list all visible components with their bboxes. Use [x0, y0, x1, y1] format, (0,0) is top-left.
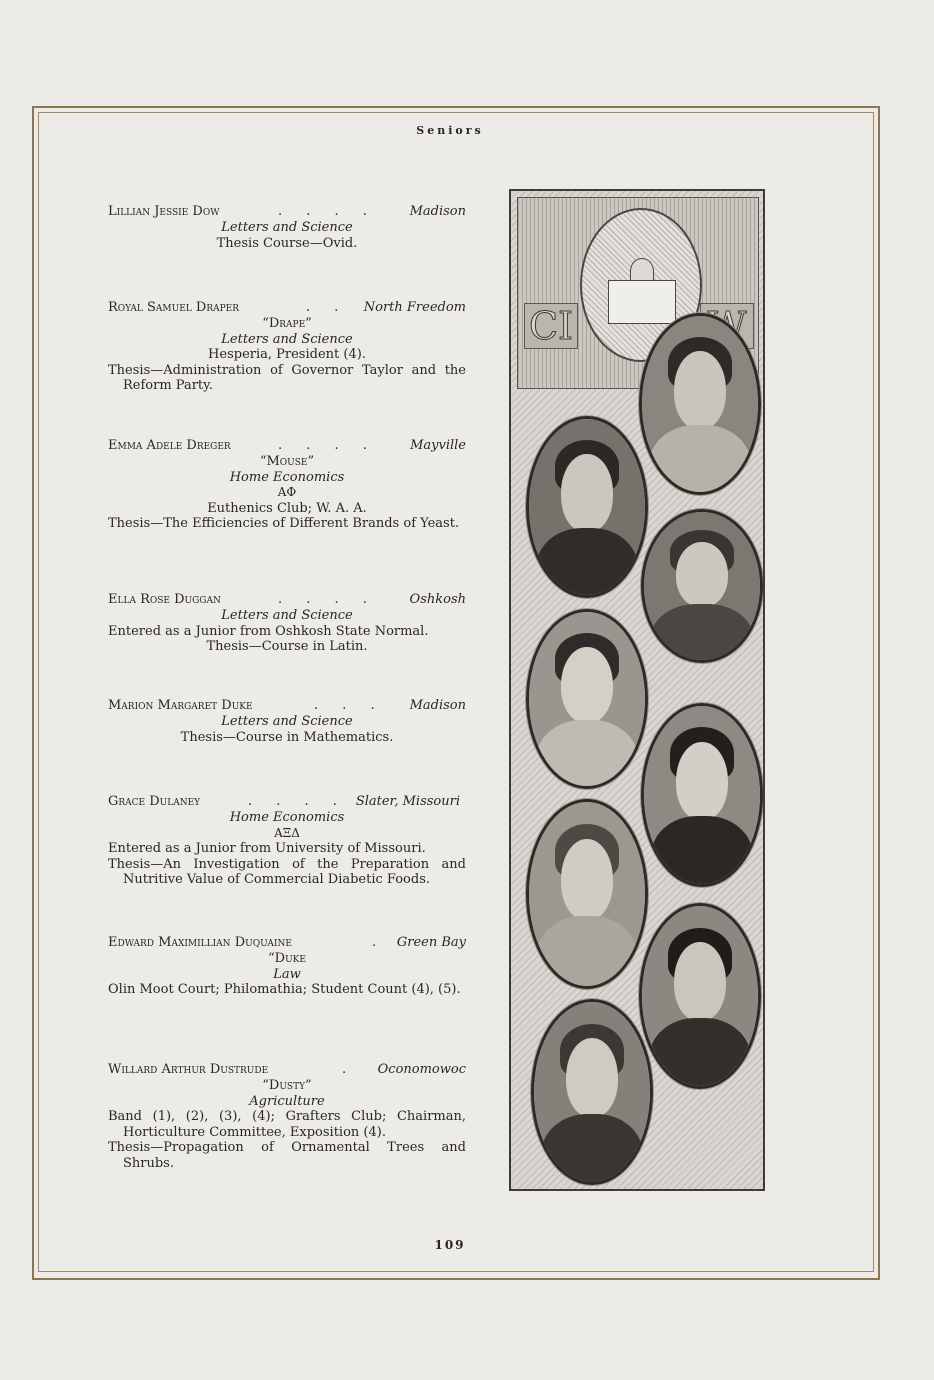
portrait-panel: [509, 189, 765, 1191]
hometown: North Freedom: [363, 300, 466, 315]
college: Agriculture: [249, 1093, 325, 1109]
leader-dots: .: [372, 935, 387, 950]
senior-entry: [108, 300, 466, 394]
college: Law: [273, 966, 301, 982]
college: Home Economics: [229, 810, 345, 825]
portrait-photo: [526, 799, 648, 989]
monogram-left: CI: [524, 303, 578, 349]
nickname: “Drape”: [262, 316, 312, 331]
leader-dots: . . . .: [278, 438, 377, 453]
senior-entry: [108, 1062, 466, 1171]
leader-dots: . . . .: [278, 204, 377, 219]
senior-name: Marion Margaret Duke: [108, 698, 253, 713]
senior-entry: [108, 794, 466, 888]
thesis: Thesis—Course in Mathematics.: [180, 729, 394, 745]
hometown: Oshkosh: [409, 592, 466, 607]
portrait-photo: [526, 609, 648, 789]
page-number: 109: [434, 1238, 466, 1252]
activities: Thesis Course—Ovid.: [216, 235, 358, 251]
activities: Entered as a Junior from Oshkosh State Normal.: [108, 623, 429, 639]
college: Letters and Science: [221, 608, 353, 623]
activities: Olin Moot Court; Philomathia; Student Count (4), (5).: [108, 982, 461, 997]
senior-name: Edward Maximillian Duquaine: [108, 935, 292, 950]
nickname: “Mouse”: [259, 454, 315, 469]
portrait-photo: [526, 416, 648, 598]
senior-name: Lillian Jessie Dow: [108, 204, 220, 219]
leader-dots: . . .: [314, 698, 385, 713]
college: Letters and Science: [221, 220, 353, 235]
activities: Hesperia, President (4).: [208, 347, 366, 362]
activities: Entered as a Junior from University of Missouri.: [108, 841, 426, 856]
senior-name: Willard Arthur Dustrude: [108, 1062, 269, 1077]
hometown: Madison: [409, 698, 466, 713]
senior-entry: [108, 698, 466, 745]
senior-name: Royal Samuel Draper: [108, 300, 240, 315]
leader-dots: . . . .: [248, 794, 347, 809]
fraternity-letters: AΦ: [277, 485, 297, 499]
portrait-photo: [641, 509, 763, 663]
senior-name: Ella Rose Duggan: [108, 592, 221, 607]
running-head: Seniors: [416, 124, 484, 137]
portrait-photo: [641, 703, 763, 887]
leader-dots: .: [342, 1062, 357, 1077]
portrait-photo: [639, 903, 761, 1089]
fraternity-letters: AΞΔ: [274, 825, 300, 840]
senior-name: Grace Dulaney: [108, 794, 201, 809]
leader-dots: . . . .: [278, 592, 377, 607]
hometown: Mayville: [410, 438, 466, 453]
thesis: Thesis—Course in Latin.: [206, 639, 368, 654]
activities: Euthenics Club; W. A. A.: [207, 500, 367, 516]
leader-dots: . .: [306, 300, 349, 315]
senior-entry: [108, 204, 466, 251]
nickname: “Duke: [268, 951, 306, 966]
thesis: Thesis—Propagation of Ornamental Trees and Shrubs.: [108, 1140, 466, 1171]
thesis: Thesis—An Investigation of the Preparation and Nutritive Value of Commercial Diabetic Foods.: [108, 856, 466, 887]
hometown: Slater, Missouri: [355, 794, 460, 809]
college: Letters and Science: [221, 331, 353, 347]
hometown: Green Bay: [396, 935, 466, 950]
senior-entry: [108, 935, 466, 998]
college: Home Economics: [229, 469, 345, 485]
thesis: Thesis—The Efficiencies of Different Brands of Yeast.: [108, 516, 460, 531]
nickname: “Dusty”: [262, 1078, 312, 1093]
activities: Band (1), (2), (3), (4); Grafters Club; Chairman, Horticulture Committee, Exposition (4).: [108, 1109, 466, 1140]
thesis: Thesis—Administration of Governor Taylor and the Reform Party.: [108, 362, 466, 393]
senior-entry: [108, 592, 466, 655]
portrait-photo: [639, 313, 761, 495]
hometown: Madison: [409, 204, 466, 219]
senior-entry: [108, 438, 466, 532]
hometown: Oconomowoc: [377, 1062, 466, 1077]
senior-name: Emma Adele Dreger: [108, 438, 231, 453]
college: Letters and Science: [221, 714, 353, 729]
portrait-photo: [531, 999, 653, 1185]
